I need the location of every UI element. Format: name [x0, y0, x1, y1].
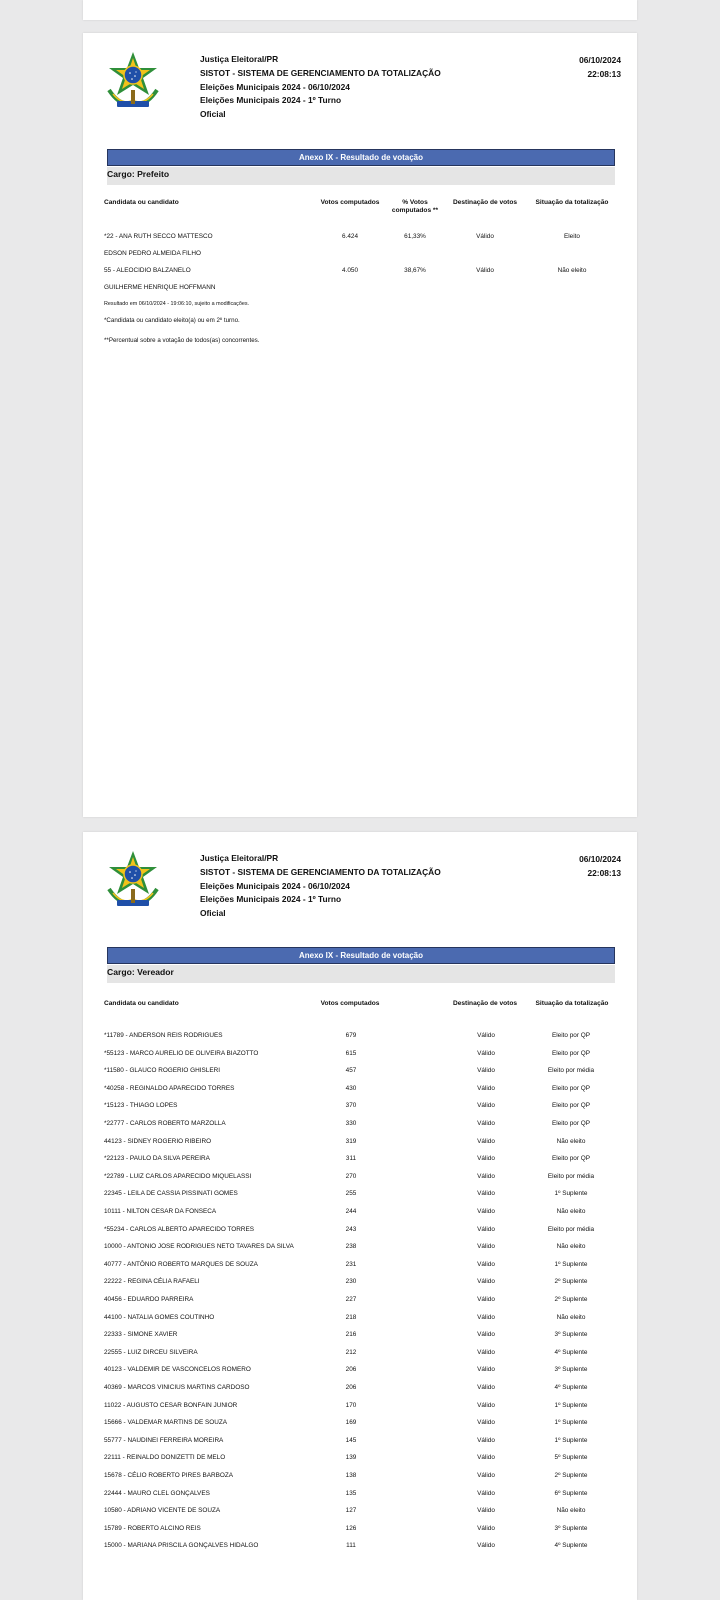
candidate-destination: Válido: [477, 1489, 495, 1497]
candidate-votes: 238: [345, 1243, 357, 1251]
table-row: [83, 1138, 637, 1155]
candidate-votes: 126: [345, 1524, 357, 1532]
candidate-destination: Válido: [477, 1067, 495, 1075]
candidate-destination: Válido: [477, 1401, 495, 1409]
annex-title-bar: Anexo IX - Resultado de votação: [107, 149, 615, 166]
candidate-pct: 38,67%: [404, 267, 426, 274]
table-row: [83, 1437, 637, 1454]
candidate-situation: 1º Suplente: [554, 1260, 588, 1268]
candidate-name: *11580 - GLAUCO ROGERIO GHISLERI: [104, 1067, 221, 1075]
candidate-votes: 111: [346, 1542, 356, 1550]
candidate-situation: Eleito por média: [547, 1172, 595, 1180]
candidate-destination: Válido: [477, 1225, 495, 1233]
candidate-situation: Eleito: [564, 233, 580, 240]
table-row: [83, 1120, 637, 1137]
candidate-destination: Válido: [477, 1366, 495, 1374]
candidate-name: 40123 - VALDEMIR DE VASCONCELOS ROMERO: [104, 1366, 251, 1374]
candidate-situation: 3º Suplente: [554, 1524, 588, 1532]
candidate-name: 22555 - LUIZ DIRCEU SILVEIRA: [104, 1348, 198, 1356]
candidate-votes: 270: [345, 1172, 357, 1180]
candidate-destination: Válido: [477, 1155, 495, 1163]
org-name: Justiça Eleitoral/PR: [200, 54, 279, 64]
candidate-votes: 311: [345, 1155, 357, 1163]
report-date: 06/10/2024: [579, 55, 621, 65]
report-status: Oficial: [200, 109, 226, 120]
candidate-votes: 169: [345, 1419, 357, 1427]
candidate-votes: 218: [345, 1313, 357, 1321]
table-row: [83, 1331, 637, 1348]
system-name: SISTOT - SISTEMA DE GERENCIAMENTO DA TOTALIZAÇÃO: [200, 67, 441, 78]
table-row: [83, 1296, 637, 1313]
candidate-situation: Não eleito: [557, 267, 587, 274]
candidate-situation: Eleito por QP: [551, 1049, 590, 1057]
report-time: 22:08:13: [587, 868, 621, 878]
col-header-pct: % Votos computados **: [391, 199, 439, 214]
candidate-votes: 216: [345, 1331, 357, 1339]
candidate-situation: 2º Suplente: [554, 1278, 588, 1286]
candidate-destination: Válido: [477, 1208, 495, 1215]
table-row: [83, 1366, 637, 1383]
candidate-name: 55 - ALEOCIDIO BALZANELO: [104, 267, 191, 274]
candidate-situation: Eleito por QP: [551, 1155, 590, 1163]
candidate-name: *15123 - THIAGO LOPES: [104, 1102, 178, 1110]
election-round-line: Eleições Municipais 2024 - 1º Turno: [200, 95, 342, 106]
col-header-situation: Situação da totalização: [535, 1000, 609, 1007]
candidate-votes: 127: [345, 1507, 357, 1515]
candidate-situation: 6º Suplente: [554, 1489, 588, 1497]
candidate-votes: 135: [345, 1489, 357, 1497]
report-timestamp: [579, 53, 621, 81]
election-date-line: Eleições Municipais 2024 - 06/10/2024: [200, 81, 350, 92]
cargo-title: Cargo: Vereador: [107, 967, 174, 977]
candidate-votes: 370: [345, 1102, 357, 1110]
table-row: [83, 1243, 637, 1260]
candidate-votes: 319: [345, 1137, 357, 1145]
candidate-name: *55123 - MARCO AURELIO DE OLIVEIRA BIAZOTTO: [104, 1049, 259, 1057]
table-row: [83, 1472, 637, 1489]
candidate-votes: 206: [345, 1384, 357, 1391]
org-name: Justiça Eleitoral/PR: [200, 853, 279, 863]
candidate-name: 40777 - ANTÔNIO ROBERTO MARQUES DE SOUZA: [104, 1260, 258, 1268]
candidate-votes: 139: [345, 1454, 357, 1462]
elected-note: *Candidata ou candidato eleito(a) ou em 2º turno.: [104, 317, 240, 324]
brasil-coat-of-arms-icon: [103, 50, 163, 114]
candidate-situation: 3º Suplente: [554, 1331, 588, 1339]
report-timestamp: [579, 852, 621, 880]
candidate-name: *22 - ANA RUTH SECCO MATTESCO: [104, 233, 213, 240]
candidate-destination: Válido: [477, 1137, 495, 1145]
table-row: [83, 1102, 637, 1119]
candidate-destination: Válido: [477, 1542, 495, 1550]
candidate-destination: Válido: [477, 1049, 495, 1057]
candidate-name: 44123 - SIDNEY ROGERIO RIBEIRO: [104, 1137, 212, 1145]
result-note: Resultado em 06/10/2024 - 19:06:10, sujeito a modificações.: [104, 301, 250, 307]
candidate-name: 10111 - NILTON CESAR DA FONSECA: [104, 1208, 217, 1215]
table-row: [83, 1190, 637, 1207]
candidate-votes: 230: [345, 1278, 357, 1286]
candidate-destination: Válido: [477, 1348, 495, 1356]
candidate-situation: 2º Suplente: [554, 1472, 588, 1479]
candidate-destination: Válido: [477, 1472, 495, 1479]
col-header-destination: Destinação de votos: [452, 199, 518, 206]
candidate-votes: 231: [345, 1260, 357, 1268]
candidate-pct: 61,33%: [404, 233, 426, 240]
candidate-votes: 615: [345, 1049, 357, 1057]
candidate-votes: 4.050: [342, 267, 358, 274]
candidate-destination: Válido: [477, 1454, 495, 1462]
candidate-name: *22777 - CARLOS ROBERTO MARZOLLA: [104, 1120, 226, 1127]
candidate-situation: Não eleito: [556, 1507, 586, 1515]
annex-title-bar: Anexo IX - Resultado de votação: [107, 947, 615, 964]
candidate-destination: Válido: [477, 1507, 495, 1515]
col-header-votes: Votos computados: [320, 199, 380, 206]
report-page-prefeito: [83, 33, 637, 817]
table-row: [83, 1507, 637, 1524]
report-status: Oficial: [200, 908, 226, 919]
candidate-name: 15666 - VALDEMAR MARTINS DE SOUZA: [104, 1419, 227, 1427]
table-row: [83, 1067, 637, 1084]
col-header-destination: Destinação de votos: [452, 1000, 518, 1007]
report-date: 06/10/2024: [579, 854, 621, 864]
candidate-destination: Válido: [477, 1084, 495, 1092]
table-row: [83, 1173, 637, 1190]
candidate-votes: 244: [345, 1208, 357, 1215]
cargo-title: Cargo: Prefeito: [107, 169, 170, 179]
candidate-name: 15678 - CÉLIO ROBERTO PIRES BARBOZA: [104, 1472, 234, 1479]
col-header-name: Candidata ou candidato: [104, 1000, 179, 1007]
candidate-destination: Válido: [477, 1331, 495, 1339]
candidate-votes: 243: [345, 1225, 357, 1233]
candidate-situation: Eleito por QP: [551, 1120, 590, 1127]
candidate-situation: Eleito por média: [547, 1225, 595, 1233]
candidate-votes: 679: [345, 1032, 357, 1039]
candidate-destination: Válido: [477, 1260, 495, 1268]
candidate-destination: Válido: [476, 233, 494, 240]
candidate-situation: 4º Suplente: [554, 1384, 588, 1391]
candidate-situation: Não eleito: [556, 1208, 586, 1215]
candidate-destination: Válido: [477, 1419, 495, 1427]
candidate-name: *40258 - REGINALDO APARECIDO TORRES: [104, 1084, 235, 1092]
candidate-situation: 4º Suplente: [554, 1542, 588, 1550]
election-date-line: Eleições Municipais 2024 - 06/10/2024: [200, 880, 350, 891]
cargo-title-bar: [107, 965, 615, 983]
candidate-destination: Válido: [477, 1120, 495, 1127]
candidate-situation: 2º Suplente: [554, 1296, 588, 1303]
candidate-votes: 227: [345, 1296, 357, 1303]
candidate-destination: Válido: [477, 1436, 495, 1444]
candidate-votes: 330: [345, 1120, 357, 1127]
candidate-name: 22345 - LEILA DE CASSIA PISSINATI GOMES: [104, 1190, 238, 1198]
candidate-situation: 1º Suplente: [554, 1190, 588, 1198]
candidate-name: 22222 - REGINA CÉLIA RAFAELI: [104, 1278, 200, 1286]
candidate-destination: Válido: [476, 267, 494, 274]
col-header-votes: Votos computados: [320, 1000, 380, 1007]
vice-candidate-name: EDSON PEDRO ALMEIDA FILHO: [104, 250, 201, 257]
table-row: [83, 1226, 637, 1243]
candidate-name: *22789 - LUIZ CARLOS APARECIDO MIQUELASSI: [104, 1172, 252, 1180]
election-round-line: Eleições Municipais 2024 - 1º Turno: [200, 894, 342, 905]
candidate-name: *22123 - PAULO DA SILVA PEREIRA: [104, 1155, 210, 1163]
table-row: [83, 1525, 637, 1542]
candidate-name: 22111 - REINALDO DONIZETTI DE MELO: [104, 1454, 226, 1462]
table-row: [83, 1419, 637, 1436]
candidate-name: 55777 - NAUDINEI FERREIRA MOREIRA: [104, 1436, 224, 1444]
report-header: [200, 852, 441, 921]
percent-note: **Percentual sobre a votação de todos(as) concorrentes.: [104, 337, 260, 344]
table-row: [83, 1384, 637, 1401]
candidate-votes: 206: [345, 1366, 357, 1374]
candidate-situation: 1º Suplente: [554, 1436, 588, 1444]
table-row: [83, 1278, 637, 1295]
candidate-destination: Válido: [477, 1190, 495, 1198]
candidate-name: *11789 - ANDERSON REIS RODRIGUES: [104, 1032, 223, 1039]
candidate-destination: Válido: [477, 1384, 495, 1391]
candidate-name: 10580 - ADRIANO VICENTE DE SOUZA: [104, 1507, 221, 1515]
candidate-votes: 212: [345, 1348, 357, 1356]
table-row: [83, 1542, 637, 1559]
candidate-name: 10000 - ANTONIO JOSE RODRIGUES NETO TAVARES DA SILVA: [104, 1243, 294, 1251]
candidate-name: 40369 - MARCOS VINICIUS MARTINS CARDOSO: [104, 1384, 250, 1391]
candidate-name: 15789 - ROBERTO ALCINO REIS: [104, 1524, 201, 1532]
candidate-destination: Válido: [477, 1172, 495, 1180]
col-header-name: Candidata ou candidato: [104, 199, 179, 206]
candidate-destination: Válido: [477, 1278, 495, 1286]
table-row: [83, 1032, 637, 1049]
candidate-name: 15000 - MARIANA PRISCILA GONÇALVES HIDALGO: [104, 1542, 259, 1550]
table-row: [83, 1454, 637, 1471]
report-header: [200, 53, 441, 122]
table-row: [83, 1402, 637, 1419]
candidate-name: 11022 - AUGUSTO CESAR BONFAIN JUNIOR: [104, 1401, 238, 1409]
candidate-name: 22333 - SIMONE XAVIER: [104, 1331, 178, 1339]
candidate-destination: Válido: [477, 1032, 495, 1039]
system-name: SISTOT - SISTEMA DE GERENCIAMENTO DA TOTALIZAÇÃO: [200, 866, 441, 877]
cargo-title-bar: [107, 167, 615, 185]
candidate-votes: 170: [345, 1401, 357, 1409]
report-time: 22:08:13: [587, 69, 621, 79]
table-row: [83, 1314, 637, 1331]
candidate-situation: 1º Suplente: [554, 1401, 588, 1409]
previous-page-fragment: [83, 0, 637, 20]
candidate-situation: Eleito por média: [547, 1067, 595, 1075]
candidate-name: 44100 - NATALIA GOMES COUTINHO: [104, 1313, 215, 1321]
candidate-destination: Válido: [477, 1524, 495, 1532]
brasil-coat-of-arms-icon: [103, 849, 163, 913]
candidate-votes: 430: [345, 1084, 357, 1092]
table-row: [83, 1155, 637, 1172]
candidate-votes: 255: [345, 1190, 357, 1198]
candidate-situation: 1º Suplente: [554, 1419, 588, 1427]
table-row: [83, 1349, 637, 1366]
table-row: [83, 1085, 637, 1102]
candidate-name: *55234 - CARLOS ALBERTO APARECIDO TORRES: [104, 1225, 255, 1233]
report-page-vereador: [83, 832, 637, 1600]
candidate-votes: 457: [345, 1067, 357, 1075]
table-row: [83, 1261, 637, 1278]
candidate-votes: 6.424: [342, 233, 358, 240]
table-row: [83, 1208, 637, 1225]
table-row: [83, 1490, 637, 1507]
candidate-destination: Válido: [477, 1296, 495, 1303]
candidate-destination: Válido: [477, 1243, 495, 1251]
candidate-situation: 4º Suplente: [554, 1348, 588, 1356]
candidate-votes: 138: [345, 1472, 357, 1479]
candidate-situation: Eleito por QP: [551, 1102, 590, 1110]
candidate-name: 40456 - EDUARDO PARREIRA: [104, 1296, 194, 1303]
candidate-name: 22444 - MAURO CLEL GONÇALVES: [104, 1489, 210, 1497]
candidate-situation: Não eleito: [556, 1243, 586, 1251]
candidate-destination: Válido: [477, 1102, 495, 1110]
candidate-situation: 3º Suplente: [554, 1366, 588, 1374]
candidate-situation: Não eleito: [556, 1137, 586, 1145]
table-row: [83, 1050, 637, 1067]
vice-candidate-name: GUILHERME HENRIQUE HOFFMANN: [104, 284, 216, 291]
candidate-situation: 5º Suplente: [554, 1454, 588, 1462]
col-header-situation: Situação da totalização: [535, 199, 609, 206]
candidate-situation: Eleito por QP: [551, 1032, 590, 1039]
candidate-votes: 145: [345, 1436, 357, 1444]
candidate-destination: Válido: [477, 1313, 495, 1321]
candidate-situation: Eleito por QP: [551, 1084, 590, 1092]
candidate-situation: Não eleito: [556, 1313, 586, 1321]
